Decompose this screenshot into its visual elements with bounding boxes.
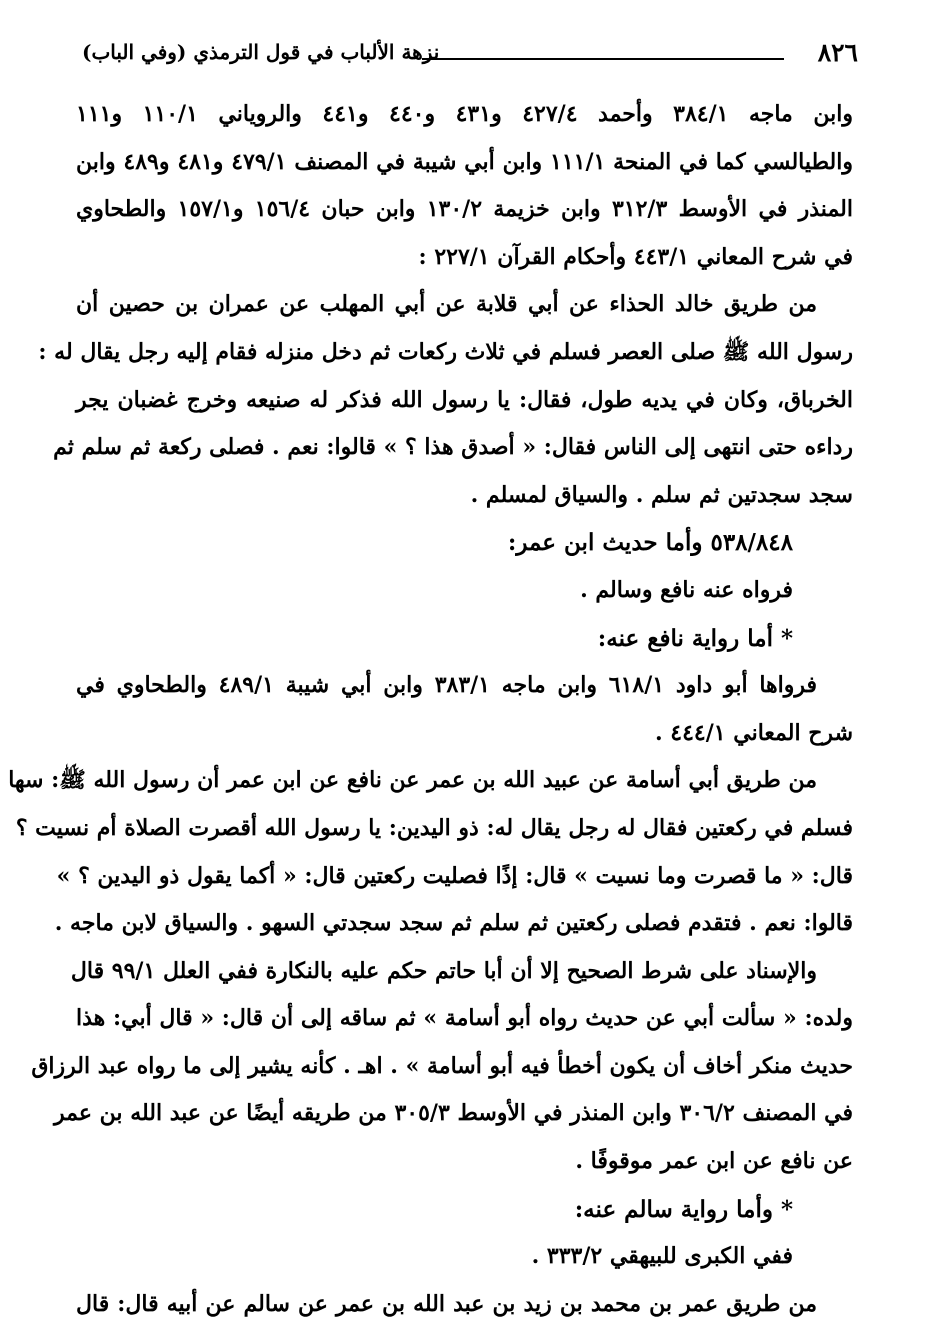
- section-heading: * وأما رواية سالم عنه:: [574, 1195, 793, 1223]
- text-line: فسلم في ركعتين فقال له رجل يقال له: ذو اليدين: يا رسول الله أقصرت الصلاة أم نسيت ؟: [15, 814, 853, 841]
- text-line: في شرح المعاني ٤٤٣/١ وأحكام القرآن ٢٢٧/١ :: [418, 243, 853, 270]
- text-line: حديث منكر أخاف أن يكون أخطأ فيه أبو أسامة » . اهـ . كأنه يشير إلى ما رواه عبد الرزاق: [31, 1052, 853, 1079]
- text-line: في المصنف ٣٠٦/٢ وابن المنذر في الأوسط ٣٠٥/٣ من طريقه أيضًا عن عبد الله بن عمر: [54, 1100, 853, 1127]
- text-line: من طريق أبي أسامة عن عبيد الله بن عمر عن نافع عن ابن عمر أن رسول الله ﷺ: سها: [8, 767, 817, 794]
- text-line: وابن ماجه ٣٨٤/١ وأحمد ٤٢٧/٤ و٤٣١ و٤٤٠ و٤٤١ والروياني ١١٠/١ و١١١: [76, 101, 853, 127]
- text-line: من طريق عمر بن محمد بن زيد بن عبد الله بن عمر عن سالم عن أبيه قال: قال: [76, 1290, 817, 1317]
- page-header: [70, 30, 860, 80]
- page-body: [8, 91, 853, 1328]
- text-line: رداءه حتى انتهى إلى الناس فقال: « أصدق هذا ؟ » قالوا: نعم . فصلى ركعة ثم سلم ثم: [53, 434, 853, 461]
- text-line: قال: « ما قصرت وما نسيت » قال: إذًا فصليت ركعتين قال: « أكما يقول ذو اليدين ؟ »: [56, 862, 853, 889]
- text-line: والإسناد على شرط الصحيح إلا أن أبا حاتم حكم عليه بالنكارة ففي العلل ٩٩/١ قال: [70, 957, 817, 984]
- text-line: سجد سجدتين ثم سلم . والسياق لمسلم .: [470, 481, 853, 508]
- text-line: ففي الكبرى للبيهقي ٣٣٣/٢ .: [531, 1243, 793, 1270]
- text-line: قالوا: نعم . فتقدم فصلى ركعتين ثم سلم ثم سجد سجدتي السهو . والسياق لابن ماجه .: [54, 910, 853, 937]
- text-line: فرواها أبو داود ٦١٨/١ وابن ماجه ٣٨٣/١ وابن أبي شيبة ٤٨٩/١ والطحاوي في: [76, 672, 818, 699]
- text-line: المنذر في الأوسط ٣١٢/٣ وابن خزيمة ١٣٠/٢ وابن حبان ١٥٦/٤ و١٥٧/١ والطحاوي: [76, 196, 853, 223]
- text-line: ولده: « سألت أبي عن حديث رواه أبو أسامة » ثم ساقه إلى أن قال: « قال أبي: هذا: [76, 1005, 853, 1032]
- page-number: ٨٢٦: [817, 38, 858, 67]
- text-line: عن نافع عن ابن عمر موقوفًا .: [575, 1148, 853, 1175]
- text-line: فرواه عنه نافع وسالم .: [580, 576, 793, 603]
- header-rule: [422, 58, 784, 60]
- text-line: شرح المعاني ٤٤٤/١ .: [654, 719, 853, 746]
- text-line: من طريق خالد الحذاء عن أبي قلابة عن أبي المهلب عن عمران بن حصين أن: [76, 291, 817, 318]
- running-title: نزهة الألباب في قول الترمذي (وفي الباب): [82, 40, 440, 64]
- section-heading: * أما رواية نافع عنه:: [597, 624, 793, 652]
- text-line: والطيالسي كما في المنحة ١١١/١ وابن أبي شيبة في المصنف ٤٧٩/١ و٤٨١ و٤٨٩ وابن: [76, 148, 853, 175]
- text-line: رسول الله ﷺ صلى العصر فسلم في ثلاث ركعات ثم دخل منزله فقام إليه رجل يقال له :: [38, 338, 853, 365]
- text-line: الخرباق، وكان في يديه طول، فقال: يا رسول الله فذكر له صنيعه وخرج غضبان يجر: [76, 386, 853, 413]
- hadith-heading: ٥٣٨/٨٤٨ وأما حديث ابن عمر:: [507, 529, 793, 557]
